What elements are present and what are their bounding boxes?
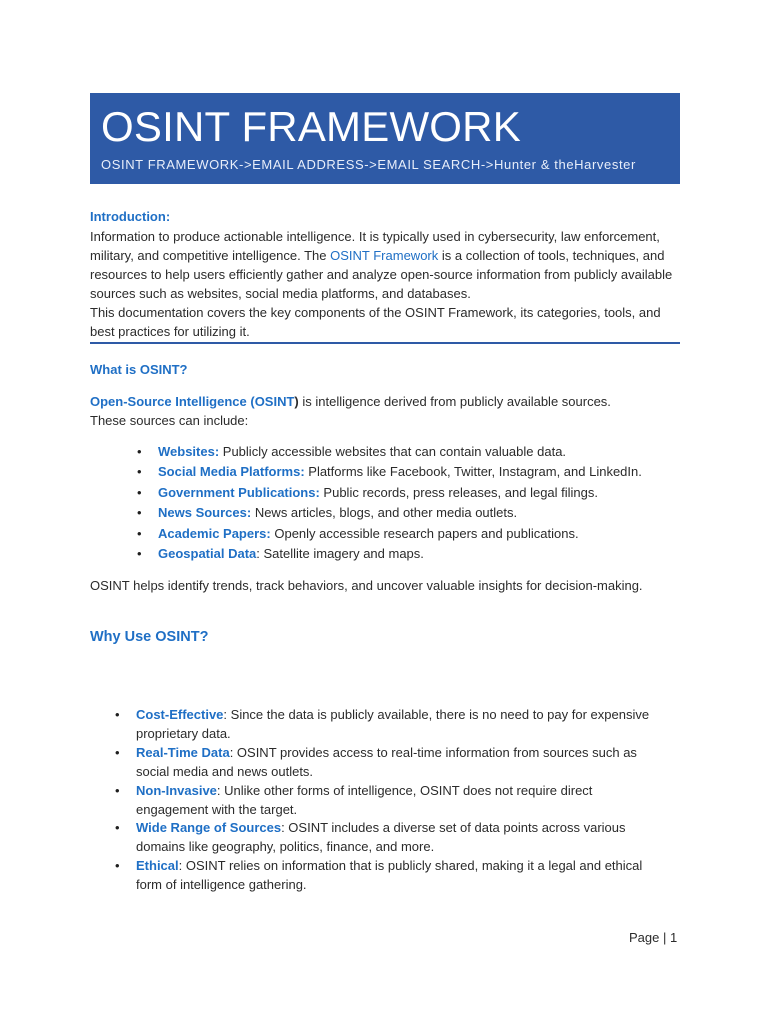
list-item-label: Ethical (136, 858, 179, 874)
osint-summary: OSINT helps identify trends, track behaviors, and uncover valuable insights for decision-making. (90, 578, 643, 593)
list-item-label: Geospatial Data (158, 546, 257, 562)
intro-line: best practices for utilizing it. (90, 324, 250, 339)
list-item (115, 857, 675, 895)
intro-line: sources such as websites, social media platforms, and databases. (90, 286, 471, 301)
introduction-paragraph (90, 227, 680, 341)
osint-term-close: ) (294, 394, 299, 409)
osint-framework-link[interactable]: OSINT Framework (330, 248, 439, 263)
list-item-label: Wide Range of Sources (136, 820, 282, 836)
list-item-label: Real-Time Data (136, 744, 230, 760)
list-item (115, 819, 675, 857)
list-item-text: : Since the data is publicly available, there is no need to pay for expensive (223, 707, 650, 722)
list-item-label: News Sources: (158, 505, 252, 521)
intro-text: military, and competitive intelligence. The (90, 248, 331, 263)
introduction-heading: Introduction: (90, 209, 171, 224)
intro-line: Information to produce actionable intelligence. It is typically used in cybersecurity, law enforcement, (90, 229, 660, 244)
list-item-text: Platforms like Facebook, Twitter, Instagram, and LinkedIn. (304, 464, 642, 480)
definition-line (90, 392, 680, 411)
page-number: Page | 1 (629, 930, 678, 945)
list-item-text: engagement with the target. (136, 801, 298, 817)
list-item-text: : OSINT provides access to real-time information from sources such as (229, 744, 637, 760)
intro-line (90, 246, 680, 265)
list-item (137, 503, 697, 523)
list-item-text: proprietary data. (136, 725, 231, 741)
what-is-osint-paragraph (90, 392, 680, 430)
list-item (115, 744, 675, 782)
list-item-text: : OSINT includes a diverse set of data points across various (281, 820, 626, 836)
why-use-osint-heading: Why Use OSINT? (90, 629, 209, 645)
list-item-text: Public records, press releases, and legal filings. (319, 484, 599, 500)
list-item-text: Publicly accessible websites that can contain valuable data. (219, 444, 567, 459)
breadcrumb: OSINT FRAMEWORK->EMAIL ADDRESS->EMAIL SEARCH->Hunter & theHarvester (101, 157, 636, 172)
list-item (137, 524, 697, 544)
page-title: OSINT FRAMEWORK (101, 103, 521, 150)
list-item-label: Academic Papers: (158, 525, 271, 541)
intro-line: This documentation covers the key components of the OSINT Framework, its categories, tools, and (90, 305, 661, 320)
list-item-text: Openly accessible research papers and publications. (270, 525, 579, 541)
list-item-text: : Unlike other forms of intelligence, OSINT does not require direct (216, 782, 593, 798)
list-item-label: Cost-Effective (136, 707, 224, 722)
intro-line: resources to help users efficiently gather and analyze open-source information from publicly available (90, 267, 673, 282)
list-item (137, 442, 697, 462)
definition-line: These sources can include: (90, 413, 249, 428)
list-item (137, 483, 697, 503)
benefits-list (115, 706, 675, 895)
list-item (137, 462, 697, 482)
list-item-text: : OSINT relies on information that is publicly shared, making it a legal and ethical (178, 858, 643, 874)
what-is-osint-heading: What is OSINT? (90, 362, 188, 377)
list-item-label: Non-Invasive (136, 782, 217, 798)
definition-text: is intelligence derived from publicly available sources. (298, 394, 611, 409)
list-item-label: Websites: (158, 444, 220, 459)
list-item (115, 706, 675, 744)
list-item-text: social media and news outlets. (136, 763, 314, 779)
source-list (137, 442, 697, 564)
list-item-text: News articles, blogs, and other media outlets. (251, 505, 518, 521)
section-divider (90, 342, 680, 344)
osint-term: Open-Source Intelligence (OSINT (90, 394, 295, 409)
list-item-label: Social Media Platforms: (158, 464, 305, 480)
list-item-text: : Satellite imagery and maps. (256, 546, 424, 562)
list-item (137, 544, 697, 564)
title-banner (90, 93, 680, 184)
list-item-text: domains like geography, politics, finance, and more. (136, 839, 435, 855)
list-item-text: form of intelligence gathering. (136, 877, 307, 893)
intro-text: is a collection of tools, techniques, and (438, 248, 665, 263)
list-item-label: Government Publications: (158, 484, 320, 500)
list-item (115, 782, 675, 820)
